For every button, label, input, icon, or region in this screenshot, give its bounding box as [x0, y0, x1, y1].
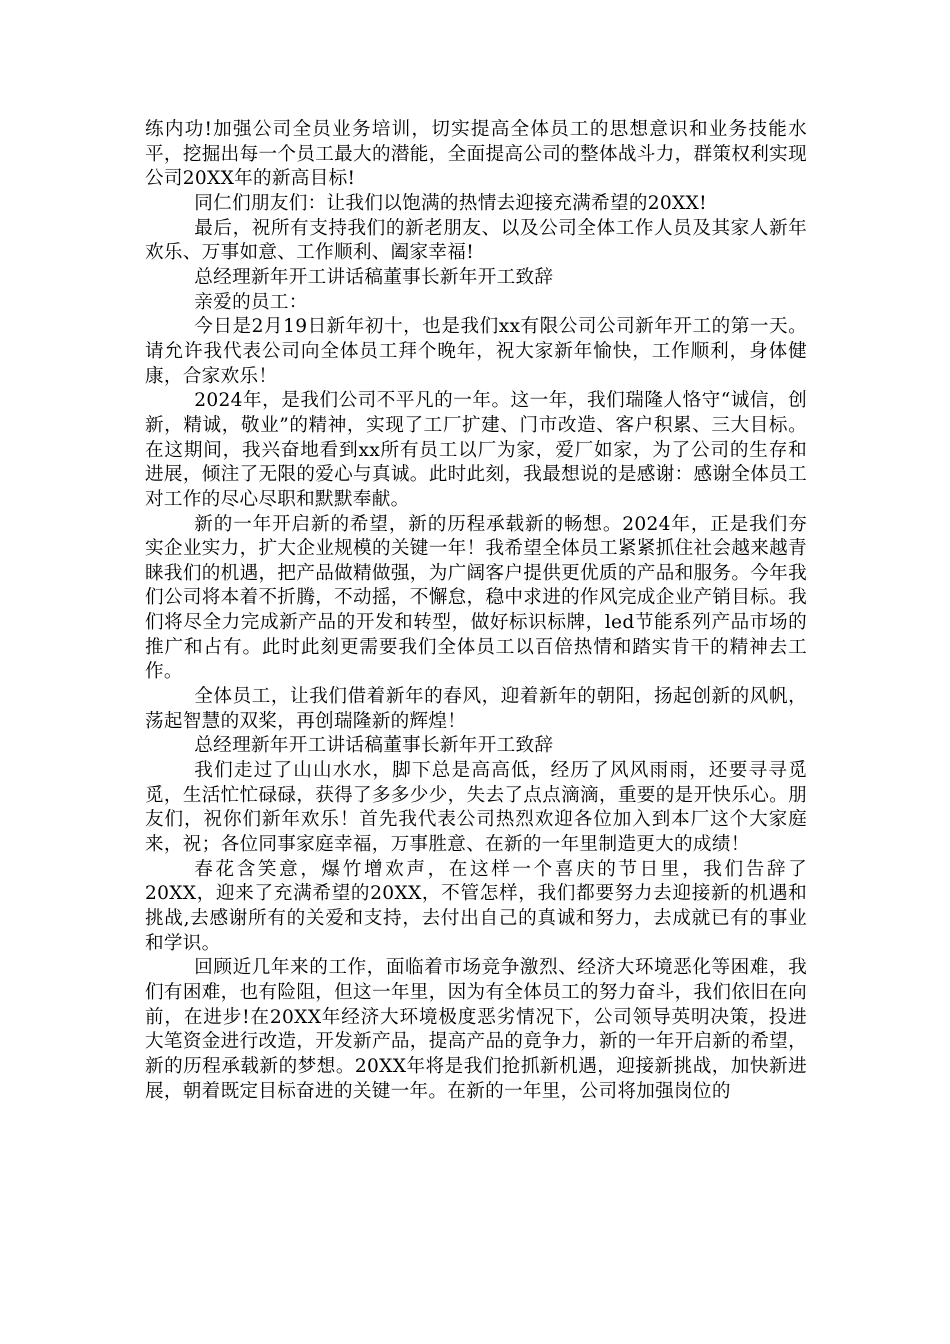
- paragraph-work-review: 回顾近几年来的工作，面临着市场竞争激烈、经济大环境恶化等困难，我们有困难，也有险阻，但这一年里，因为有全体员工的努力奋斗，我们依旧在向前，在进步!在20XX年经济大环境极度恶劣情况下，公司领导英明决策，投进大笔资金进行改造，开发新产品，提高产品的竟争力，新的一年开启新的希望，新的历程承载新的梦想。20XX年将是我们抢抓新机遇，迎接新挑战，加快新进展，朝着既定目标奋进的关键一年。在新的一年里，公司将加强岗位的: [145, 957, 807, 1102]
- paragraph-new-year-goals: 新的一年开启新的希望，新的历程承载新的畅想。2024年，正是我们夯实企业实力，扩大企业规模的关键一年！我希望全体员工紧紧抓住社会越来越青睐我们的机遇，把产品做精做强，为广阔客户提供更优质的产品和服务。今年我们公司将本着不折腾，不动摇，不懈怠，稳中求进的作风完成企业产销目标。我们将尽全力完成新产品的开发和转型，做好标识标牌，led节能系列产品市场的推广和占有。此时此刻更需要我们全体员工以百倍热情和踏实肯干的精神去工作。: [145, 513, 807, 683]
- paragraph-colleagues: 同仁们朋友们：让我们以饱满的热情去迎接充满希望的20XX!: [194, 192, 707, 214]
- paragraph-journey: 我们走过了山山水水，脚下总是高高低，经历了风风雨雨，还要寻寻觅觅，生活忙忙碌碌，获得了多多少少，失去了点点滴滴，重要的是开快乐心。朋友们，祝你们新年欢乐！首先我代表公司热烈欢迎各位加入到本厂这个大家庭来，祝；各位同事家庭幸福，万事胜意、在新的一年里制造更大的成绩！: [145, 760, 807, 856]
- salutation: 亲爱的员工：: [194, 291, 308, 313]
- document-page: [145, 118, 807, 1104]
- paragraph-closing-wishes: 最后，祝所有支持我们的新老朋友、以及公司全体工作人员及其家人新年欢乐、万事如意、工作顺利、阖家幸福!: [145, 217, 807, 264]
- section-heading: 总经理新年开工讲话稿董事长新年开工致辞: [194, 266, 554, 288]
- paragraph-call-to-action: 全体员工，让我们借着新年的春风，迎着新年的朝阳，扬起创新的风帆，荡起智慧的双桨，再创瑞隆新的辉煌！: [145, 686, 807, 732]
- paragraph-year-review: 2024年，是我们公司不平凡的一年。这一年，我们瑞隆人恪守“诚信，创新，精诚，敬业”的精神，实现了工厂扩建、门市改造、客户积累、三大目标。在这期间，我兴奋地看到xx所有员工以厂为家，爱厂如家，为了公司的生存和进展，倾注了无限的爱心与真诚。此时此刻，我最想说的是感谢：感谢全体员工对工作的尽心尽职和默默奉献。: [145, 390, 807, 510]
- paragraph-spring-festival: 春花含笑意，爆竹增欢声，在这样一个喜庆的节日里，我们告辞了20XX，迎来了充满希望的20XX，不管怎样，我们都要努力去迎接新的机遇和挑战,去感谢所有的关爱和支持，去付出自己的真诚和努力，去成就已有的事业和学识。: [145, 858, 807, 954]
- paragraph-opening-day: 今日是2月19日新年初十，也是我们xx有限公司公司新年开工的第一天。请允许我代表公司向全体员工拜个晚年，祝大家新年愉快，工作顺利，身体健康，合家欢乐！: [145, 316, 807, 387]
- paragraph-training: 练内功!加强公司全员业务培训，切实提高全体员工的思想意识和业务技能水平，挖掘出每一个员工最大的潜能，全面提高公司的整体战斗力，群策权利实现公司20XX年的新高目标!: [145, 119, 807, 190]
- section-heading: 总经理新年开工讲话稿董事长新年开工致辞: [194, 735, 554, 757]
